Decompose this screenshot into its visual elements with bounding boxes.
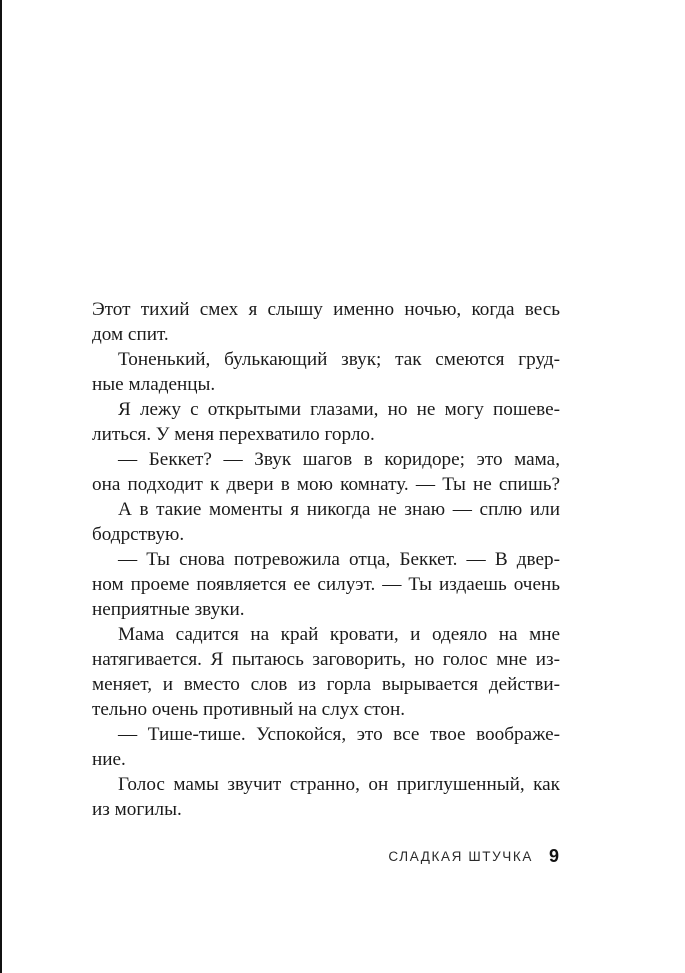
page-left-border	[0, 0, 2, 973]
text-line: литься. У меня перехватило горло.	[92, 424, 375, 445]
text-line: — Тише-тише. Успокойся, это все твое воображе-	[118, 724, 560, 745]
text-line: А в такие моменты я никогда не знаю — сплю или	[118, 499, 560, 520]
text-line: Голос мамы звучит странно, он приглушенный, как	[118, 774, 560, 795]
text-line: тельно очень противный на слух стон.	[92, 699, 406, 720]
text-line: Тоненький, булькающий звук; так смеются груд-	[118, 349, 560, 370]
page-number: 9	[548, 845, 559, 866]
running-title: СЛАДКАЯ ШТУЧКА	[388, 848, 533, 864]
text-line: ние.	[92, 749, 126, 770]
text-line: Мама садится на край кровати, и одеяло на мне	[118, 624, 560, 645]
text-line: меняет, и вместо слов из горла вырывается действи-	[92, 674, 560, 695]
text-line: Я лежу с открытыми глазами, но не могу пошеве-	[118, 399, 560, 420]
text-line: натягивается. Я пытаюсь заговорить, но голос мне из-	[92, 649, 560, 670]
text-line: Этот тихий смех я слышу именно ночью, когда весь	[92, 299, 560, 320]
text-line: неприятные звуки.	[92, 599, 245, 620]
text-line: — Беккет? — Звук шагов в коридоре; это мама,	[118, 449, 560, 470]
page-footer	[388, 844, 559, 868]
text-line: она подходит к двери в мою комнату. — Ты не спишь?	[92, 474, 560, 495]
text-line: ном проеме появляется ее силуэт. — Ты издаешь очень	[92, 574, 560, 595]
text-line: дом спит.	[92, 324, 169, 345]
text-line: бодрствую.	[92, 524, 185, 545]
text-line: ные младенцы.	[92, 374, 216, 395]
text-line: из могилы.	[92, 799, 182, 820]
text-line: — Ты снова потревожила отца, Беккет. — В двер-	[118, 549, 560, 570]
